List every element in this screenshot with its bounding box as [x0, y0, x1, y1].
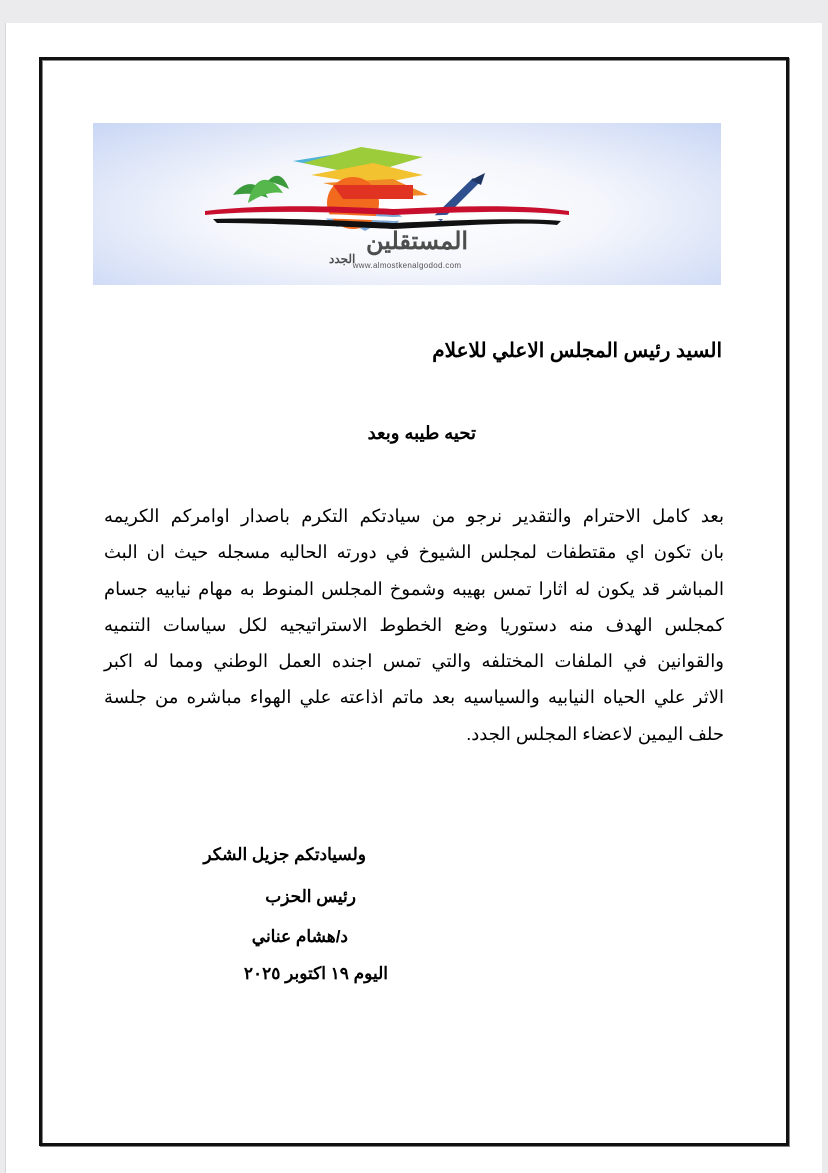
addressee-line: السيد رئيس المجلس الاعلي للاعلام: [432, 340, 722, 362]
letterhead-banner: [93, 123, 721, 285]
letter-body: [104, 498, 724, 752]
body-line: الاثر علي الحياه النيابيه والسياسيه بعد ماتم اذاعته علي الهواء مباشره من جلسة: [104, 687, 724, 708]
letter-date: اليوم ١٩ اكتوبر ٢٠٢٥: [243, 964, 388, 983]
body-line: والقوانين في الملفات المختلفه والتي تمس اجنده العمل الوطني ومما له اكبر: [104, 651, 724, 672]
body-line: بان تكون اي مقتطفات لمجلس الشيوخ في دورته الحاليه مسجله حيث ان البث: [104, 542, 724, 563]
pen-icon: [433, 173, 485, 221]
body-line: بعد كامل الاحترام والتقدير نرجو من سيادتكم التكرم باصدار اوامركم الكريمه: [104, 506, 724, 526]
signer-title: رئيس الحزب: [265, 887, 356, 906]
leaf-icon: [233, 176, 289, 203]
signer-name: د/هشام عناني: [251, 927, 348, 946]
flag-ribbon: [205, 206, 569, 229]
logo-party-subname: الجدد: [329, 252, 356, 266]
body-line: حلف اليمين لاعضاء المجلس الجدد.: [466, 723, 724, 744]
logo-website-url: www.almostkenalgodod.com: [352, 261, 462, 270]
closing-line: ولسيادتكم جزيل الشكر: [203, 845, 366, 864]
greeting-line: تحيه طيبه وبعد: [367, 423, 476, 443]
body-line: كمجلس الهدف منه دستوريا وضع الخطوط الاستراتيجيه لكل سياسات التنميه: [104, 614, 724, 635]
logo-party-name: المستقلين: [365, 228, 469, 255]
body-line: المباشر قد يكون له اثارا تمس بهيبه وشموخ المجلس المنوط به مهام نيابيه جسام: [104, 578, 724, 599]
